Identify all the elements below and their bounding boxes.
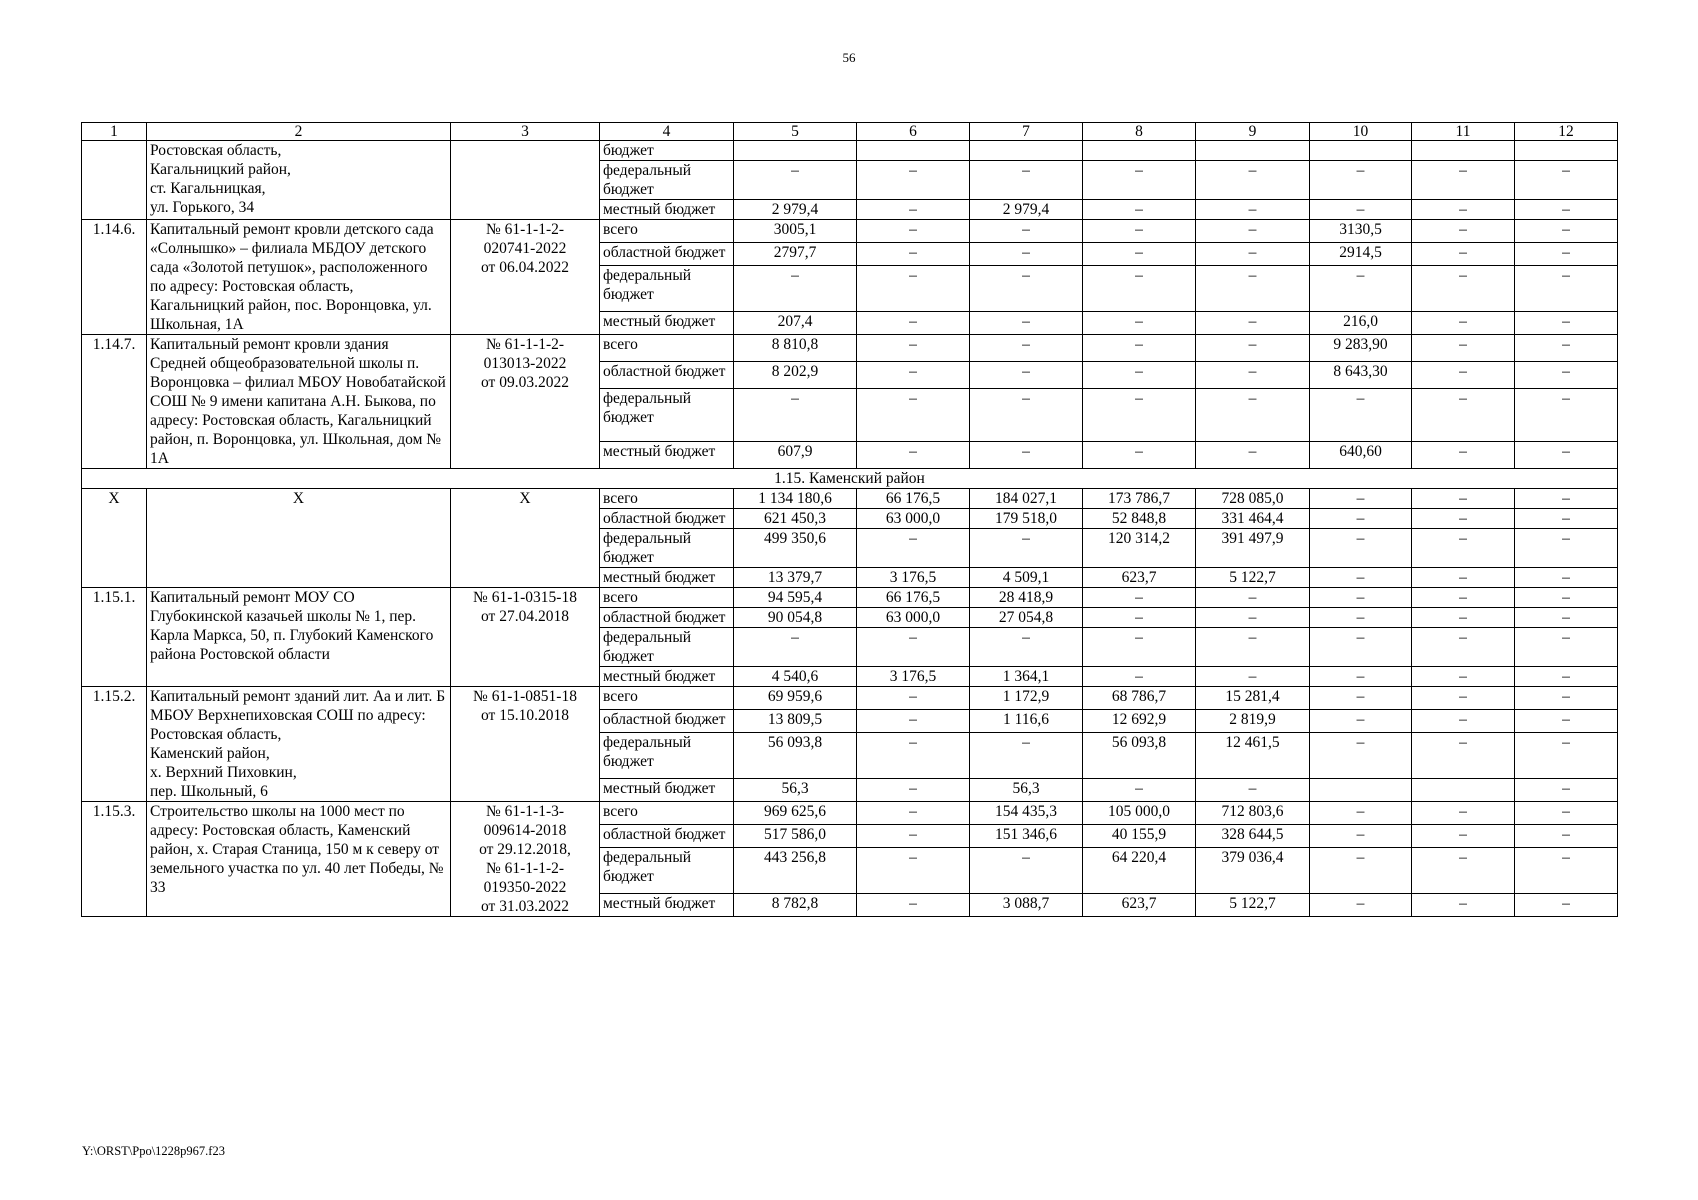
amount-cell: –	[1196, 161, 1310, 200]
amount-cell: 13 379,7	[734, 568, 857, 588]
expertise-document: № 61-1-1-2- 020741-2022 от 06.04.2022	[451, 220, 600, 335]
table-row	[82, 141, 1618, 161]
amount-cell: –	[1412, 335, 1515, 362]
column-number: 1	[82, 123, 147, 141]
file-path-footer: Y:\ORST\Ppo\1228p967.f23	[82, 1144, 225, 1158]
amount-cell: –	[1196, 667, 1310, 687]
column-number: 6	[857, 123, 970, 141]
amount-cell: –	[1310, 266, 1412, 311]
amount-cell: 68 786,7	[1083, 687, 1196, 710]
amount-cell: –	[1412, 489, 1515, 509]
amount-cell: 56,3	[970, 778, 1083, 801]
amount-cell: –	[1515, 335, 1618, 362]
amount-cell: –	[1310, 588, 1412, 608]
funding-source: федеральный бюджет	[600, 266, 734, 311]
amount-cell: –	[1310, 628, 1412, 667]
amount-cell: –	[1412, 266, 1515, 311]
funding-source: областной бюджет	[600, 710, 734, 733]
amount-cell	[1196, 141, 1310, 161]
amount-cell: –	[1196, 588, 1310, 608]
amount-cell: –	[857, 687, 970, 710]
amount-cell: 621 450,3	[734, 509, 857, 529]
amount-cell: –	[1196, 220, 1310, 243]
expertise-document	[451, 141, 600, 220]
budget-table	[81, 122, 1618, 917]
amount-cell: 3 176,5	[857, 667, 970, 687]
amount-cell: 1 364,1	[970, 667, 1083, 687]
funding-source: федеральный бюджет	[600, 848, 734, 893]
amount-cell: 2914,5	[1310, 243, 1412, 266]
amount-cell: –	[857, 161, 970, 200]
amount-cell: 8 782,8	[734, 893, 857, 916]
amount-cell: –	[1310, 893, 1412, 916]
amount-cell: –	[1310, 710, 1412, 733]
amount-cell: 379 036,4	[1196, 848, 1310, 893]
amount-cell: 173 786,7	[1083, 489, 1196, 509]
amount-cell: –	[1412, 243, 1515, 266]
amount-cell	[1083, 141, 1196, 161]
amount-cell: –	[1515, 778, 1618, 801]
page-number: 56	[842, 50, 856, 65]
amount-cell	[1310, 778, 1412, 801]
amount-cell: 63 000,0	[857, 509, 970, 529]
amount-cell: –	[970, 628, 1083, 667]
amount-cell: –	[734, 161, 857, 200]
amount-cell: –	[1196, 389, 1310, 442]
amount-cell: –	[857, 778, 970, 801]
amount-cell: 8 643,30	[1310, 362, 1412, 389]
amount-cell: –	[1196, 778, 1310, 801]
amount-cell: –	[1515, 733, 1618, 778]
object-name: Капитальный ремонт кровли здания Средней общеобразовательной школы п. Воронцовка – филиал МБОУ Новобатайской СОШ № 9 имени капитана А.Н. Быкова, по адресу: Ростовская область, Кагальницкий район, п. Воронцовка, ул. Школьная, дом № 1А	[147, 335, 451, 469]
amount-cell: 640,60	[1310, 441, 1412, 468]
amount-cell: –	[1310, 687, 1412, 710]
amount-cell: –	[1196, 266, 1310, 311]
funding-source: местный бюджет	[600, 778, 734, 801]
amount-cell: –	[1083, 161, 1196, 200]
column-number: 8	[1083, 123, 1196, 141]
amount-cell: –	[1515, 200, 1618, 220]
amount-cell: 607,9	[734, 441, 857, 468]
amount-cell: 1 116,6	[970, 710, 1083, 733]
amount-cell: –	[970, 389, 1083, 442]
section-title: 1.15. Каменский район	[82, 469, 1618, 489]
amount-cell: –	[857, 266, 970, 311]
amount-cell: –	[1083, 588, 1196, 608]
amount-cell: –	[1196, 335, 1310, 362]
amount-cell: –	[1310, 568, 1412, 588]
funding-source: местный бюджет	[600, 667, 734, 687]
amount-cell: –	[857, 362, 970, 389]
amount-cell: –	[1515, 509, 1618, 529]
expertise-document: № 61-1-1-3- 009614-2018 от 29.12.2018, № 61-1-1-2- 019350-2022 от 31.03.2022	[451, 802, 600, 917]
amount-cell	[1412, 141, 1515, 161]
expertise-document: № 61-1-0315-18 от 27.04.2018	[451, 588, 600, 687]
amount-cell: –	[1196, 200, 1310, 220]
column-number: 4	[600, 123, 734, 141]
amount-cell: –	[970, 266, 1083, 311]
column-number: 3	[451, 123, 600, 141]
amount-cell: –	[1412, 667, 1515, 687]
amount-cell: 5 122,7	[1196, 568, 1310, 588]
item-number: Х	[82, 489, 147, 588]
amount-cell: 90 054,8	[734, 608, 857, 628]
amount-cell	[1412, 778, 1515, 801]
column-number: 10	[1310, 123, 1412, 141]
funding-source: всего	[600, 588, 734, 608]
amount-cell: –	[857, 311, 970, 334]
amount-cell: 12 461,5	[1196, 733, 1310, 778]
expertise-document: № 61-1-0851-18 от 15.10.2018	[451, 687, 600, 802]
amount-cell: –	[1515, 687, 1618, 710]
amount-cell: 623,7	[1083, 893, 1196, 916]
funding-source: местный бюджет	[600, 200, 734, 220]
amount-cell: –	[1412, 529, 1515, 568]
amount-cell: 2797,7	[734, 243, 857, 266]
amount-cell: –	[970, 529, 1083, 568]
amount-cell: –	[857, 441, 970, 468]
amount-cell: –	[970, 311, 1083, 334]
amount-cell: –	[1515, 441, 1618, 468]
amount-cell: –	[1310, 489, 1412, 509]
amount-cell: –	[1515, 825, 1618, 848]
amount-cell: –	[1515, 568, 1618, 588]
amount-cell: –	[1083, 362, 1196, 389]
amount-cell: 207,4	[734, 311, 857, 334]
amount-cell: 3 176,5	[857, 568, 970, 588]
amount-cell: –	[1412, 802, 1515, 825]
amount-cell: –	[1310, 733, 1412, 778]
amount-cell: –	[1412, 733, 1515, 778]
expertise-document: № 61-1-1-2- 013013-2022 от 09.03.2022	[451, 335, 600, 469]
funding-source: областной бюджет	[600, 243, 734, 266]
amount-cell: –	[1412, 628, 1515, 667]
amount-cell: –	[1310, 825, 1412, 848]
amount-cell: 12 692,9	[1083, 710, 1196, 733]
amount-cell: –	[1196, 311, 1310, 334]
funding-source: всего	[600, 220, 734, 243]
amount-cell: –	[1310, 608, 1412, 628]
object-name: Капитальный ремонт зданий лит. Аа и лит. Б МБОУ Верхнепиховская СОШ по адресу: Ростовская область, Каменский район, х. Верхний Пиховкин, пер. Школьный, 6	[147, 687, 451, 802]
funding-source: местный бюджет	[600, 893, 734, 916]
funding-source: бюджет	[600, 141, 734, 161]
amount-cell: 40 155,9	[1083, 825, 1196, 848]
table-row	[82, 802, 1618, 825]
amount-cell: 15 281,4	[1196, 687, 1310, 710]
amount-cell: –	[1412, 200, 1515, 220]
funding-source: областной бюджет	[600, 608, 734, 628]
amount-cell: –	[1083, 266, 1196, 311]
amount-cell: 154 435,3	[970, 802, 1083, 825]
object-name: Строительство школы на 1000 мест по адресу: Ростовская область, Каменский район, х. Старая Станица, 150 м к северу от земельного участка по ул. 40 лет Победы, № 33	[147, 802, 451, 917]
amount-cell: 56,3	[734, 778, 857, 801]
amount-cell: –	[1515, 161, 1618, 200]
amount-cell: 391 497,9	[1196, 529, 1310, 568]
table-row	[82, 489, 1618, 509]
amount-cell: –	[857, 848, 970, 893]
amount-cell: –	[1310, 200, 1412, 220]
amount-cell: –	[857, 220, 970, 243]
amount-cell: 179 518,0	[970, 509, 1083, 529]
amount-cell: –	[857, 802, 970, 825]
amount-cell: –	[970, 161, 1083, 200]
amount-cell: –	[1515, 893, 1618, 916]
amount-cell: –	[1515, 243, 1618, 266]
amount-cell: –	[857, 628, 970, 667]
amount-cell: –	[1083, 311, 1196, 334]
amount-cell: 499 350,6	[734, 529, 857, 568]
amount-cell: 216,0	[1310, 311, 1412, 334]
table-row	[82, 335, 1618, 362]
table-row	[82, 220, 1618, 243]
funding-source: областной бюджет	[600, 362, 734, 389]
amount-cell: 2 819,9	[1196, 710, 1310, 733]
amount-cell: –	[1412, 311, 1515, 334]
section-row	[82, 469, 1618, 489]
object-name: Х	[147, 489, 451, 588]
item-number: 1.14.7.	[82, 335, 147, 469]
amount-cell: –	[1196, 243, 1310, 266]
amount-cell: –	[1196, 628, 1310, 667]
amount-cell: –	[970, 441, 1083, 468]
amount-cell: –	[1515, 362, 1618, 389]
amount-cell: –	[857, 893, 970, 916]
amount-cell: –	[1083, 389, 1196, 442]
amount-cell: 969 625,6	[734, 802, 857, 825]
amount-cell: –	[1083, 441, 1196, 468]
column-number: 9	[1196, 123, 1310, 141]
funding-source: всего	[600, 489, 734, 509]
amount-cell: 2 979,4	[970, 200, 1083, 220]
amount-cell: 105 000,0	[1083, 802, 1196, 825]
table-row	[82, 687, 1618, 710]
amount-cell: 69 959,6	[734, 687, 857, 710]
amount-cell: –	[1515, 266, 1618, 311]
table-row	[82, 588, 1618, 608]
amount-cell: –	[1412, 687, 1515, 710]
amount-cell: 184 027,1	[970, 489, 1083, 509]
amount-cell: 4 540,6	[734, 667, 857, 687]
column-number: 5	[734, 123, 857, 141]
amount-cell: –	[1412, 362, 1515, 389]
amount-cell: 443 256,8	[734, 848, 857, 893]
amount-cell: –	[1515, 588, 1618, 608]
amount-cell: –	[1083, 243, 1196, 266]
funding-source: всего	[600, 687, 734, 710]
funding-source: местный бюджет	[600, 568, 734, 588]
amount-cell: –	[1310, 667, 1412, 687]
amount-cell: –	[1515, 628, 1618, 667]
funding-source: всего	[600, 335, 734, 362]
amount-cell	[970, 141, 1083, 161]
funding-source: местный бюджет	[600, 311, 734, 334]
amount-cell: –	[734, 628, 857, 667]
amount-cell: 63 000,0	[857, 608, 970, 628]
amount-cell: –	[857, 389, 970, 442]
amount-cell: 56 093,8	[734, 733, 857, 778]
amount-cell: –	[1412, 893, 1515, 916]
amount-cell: 66 176,5	[857, 588, 970, 608]
amount-cell: –	[1515, 220, 1618, 243]
amount-cell: –	[970, 335, 1083, 362]
amount-cell: –	[1083, 628, 1196, 667]
amount-cell: 728 085,0	[1196, 489, 1310, 509]
amount-cell: 712 803,6	[1196, 802, 1310, 825]
amount-cell: 1 134 180,6	[734, 489, 857, 509]
amount-cell: –	[1310, 389, 1412, 442]
item-number: 1.15.1.	[82, 588, 147, 687]
amount-cell: 3130,5	[1310, 220, 1412, 243]
amount-cell: –	[1412, 389, 1515, 442]
amount-cell: 52 848,8	[1083, 509, 1196, 529]
amount-cell: –	[1412, 441, 1515, 468]
amount-cell: 27 054,8	[970, 608, 1083, 628]
amount-cell: –	[1083, 220, 1196, 243]
amount-cell: –	[1196, 441, 1310, 468]
item-number: 1.15.3.	[82, 802, 147, 917]
amount-cell: –	[857, 335, 970, 362]
amount-cell: –	[734, 266, 857, 311]
amount-cell: –	[1083, 667, 1196, 687]
amount-cell: –	[1412, 848, 1515, 893]
expertise-document: Х	[451, 489, 600, 588]
amount-cell: 151 346,6	[970, 825, 1083, 848]
funding-source: федеральный бюджет	[600, 733, 734, 778]
amount-cell: –	[1083, 335, 1196, 362]
column-number: 2	[147, 123, 451, 141]
amount-cell: –	[1515, 848, 1618, 893]
item-number	[82, 141, 147, 220]
funding-source: областной бюджет	[600, 509, 734, 529]
amount-cell: –	[1196, 362, 1310, 389]
funding-source: федеральный бюджет	[600, 529, 734, 568]
amount-cell: 331 464,4	[1196, 509, 1310, 529]
object-name: Капитальный ремонт кровли детского сада «Солнышко» – филиала МБДОУ детского сада «Золотой петушок», расположенного по адресу: Ростовская область, Кагальницкий район, пос. Воронцовка, ул. Школьная, 1А	[147, 220, 451, 335]
amount-cell: 4 509,1	[970, 568, 1083, 588]
amount-cell: –	[970, 733, 1083, 778]
amount-cell: –	[1083, 200, 1196, 220]
object-name: Ростовская область, Кагальницкий район, ст. Кагальницкая, ул. Горького, 34	[147, 141, 451, 220]
amount-cell: 2 979,4	[734, 200, 857, 220]
amount-cell: 5 122,7	[1196, 893, 1310, 916]
funding-source: федеральный бюджет	[600, 628, 734, 667]
amount-cell: –	[1412, 568, 1515, 588]
amount-cell: 64 220,4	[1083, 848, 1196, 893]
amount-cell: 120 314,2	[1083, 529, 1196, 568]
amount-cell: –	[1515, 311, 1618, 334]
amount-cell: 9 283,90	[1310, 335, 1412, 362]
amount-cell: –	[970, 220, 1083, 243]
amount-cell: –	[857, 710, 970, 733]
amount-cell: 28 418,9	[970, 588, 1083, 608]
amount-cell: –	[1412, 588, 1515, 608]
item-number: 1.14.6.	[82, 220, 147, 335]
funding-source: местный бюджет	[600, 441, 734, 468]
amount-cell: –	[1515, 802, 1618, 825]
amount-cell: –	[1515, 710, 1618, 733]
amount-cell: –	[857, 200, 970, 220]
amount-cell: 517 586,0	[734, 825, 857, 848]
amount-cell: –	[1515, 389, 1618, 442]
amount-cell: 3 088,7	[970, 893, 1083, 916]
amount-cell: –	[970, 848, 1083, 893]
amount-cell: –	[857, 243, 970, 266]
amount-cell	[857, 141, 970, 161]
amount-cell: –	[1310, 509, 1412, 529]
column-number: 11	[1412, 123, 1515, 141]
amount-cell: –	[734, 389, 857, 442]
amount-cell: –	[1412, 825, 1515, 848]
amount-cell: –	[1412, 509, 1515, 529]
amount-cell: –	[857, 825, 970, 848]
amount-cell: –	[1310, 529, 1412, 568]
amount-cell	[1515, 141, 1618, 161]
amount-cell: –	[1412, 161, 1515, 200]
object-name: Капитальный ремонт МОУ СО Глубокинской казачьей школы № 1, пер. Карла Маркса, 50, п. Глубокий Каменского района Ростовской области	[147, 588, 451, 687]
amount-cell: 94 595,4	[734, 588, 857, 608]
item-number: 1.15.2.	[82, 687, 147, 802]
amount-cell: –	[1083, 608, 1196, 628]
amount-cell: –	[857, 733, 970, 778]
amount-cell: –	[1310, 161, 1412, 200]
amount-cell: –	[1412, 608, 1515, 628]
amount-cell: –	[970, 243, 1083, 266]
amount-cell: –	[1196, 608, 1310, 628]
amount-cell: –	[1412, 220, 1515, 243]
amount-cell: –	[970, 362, 1083, 389]
amount-cell: 8 810,8	[734, 335, 857, 362]
amount-cell: –	[1083, 778, 1196, 801]
amount-cell: 66 176,5	[857, 489, 970, 509]
amount-cell: –	[1515, 667, 1618, 687]
amount-cell: 56 093,8	[1083, 733, 1196, 778]
column-number: 12	[1515, 123, 1618, 141]
amount-cell: –	[1412, 710, 1515, 733]
amount-cell	[1310, 141, 1412, 161]
amount-cell: 8 202,9	[734, 362, 857, 389]
funding-source: всего	[600, 802, 734, 825]
amount-cell: –	[1515, 608, 1618, 628]
amount-cell: –	[1515, 529, 1618, 568]
funding-source: федеральный бюджет	[600, 389, 734, 442]
funding-source: областной бюджет	[600, 825, 734, 848]
amount-cell: –	[857, 529, 970, 568]
amount-cell: –	[1310, 802, 1412, 825]
column-number: 7	[970, 123, 1083, 141]
amount-cell: –	[1515, 489, 1618, 509]
amount-cell: –	[1310, 848, 1412, 893]
amount-cell: 1 172,9	[970, 687, 1083, 710]
amount-cell: 623,7	[1083, 568, 1196, 588]
amount-cell	[734, 141, 857, 161]
column-number-row	[82, 123, 1618, 141]
amount-cell: 13 809,5	[734, 710, 857, 733]
amount-cell: 3005,1	[734, 220, 857, 243]
amount-cell: 328 644,5	[1196, 825, 1310, 848]
funding-source: федеральный бюджет	[600, 161, 734, 200]
